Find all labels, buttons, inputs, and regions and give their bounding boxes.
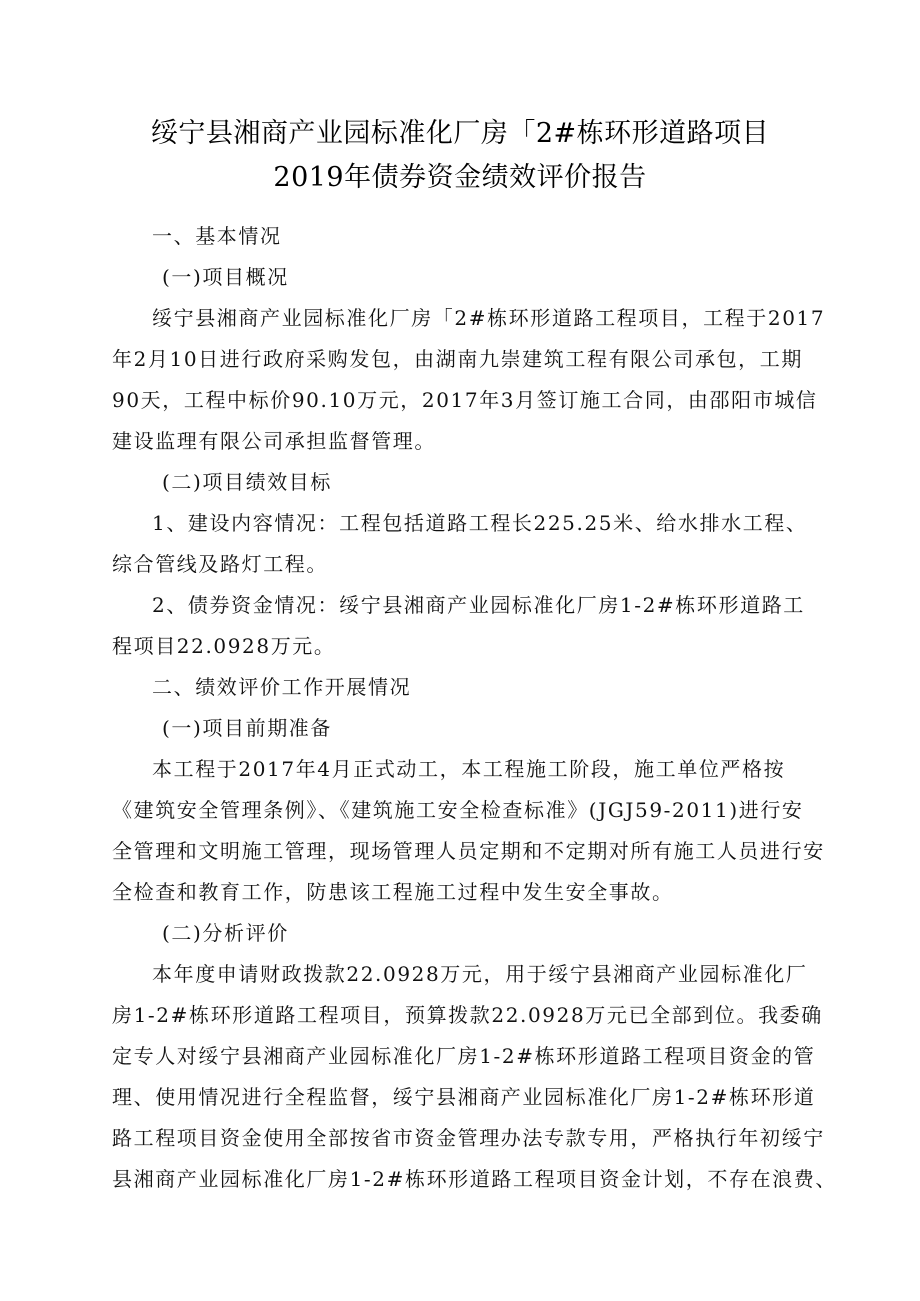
title-line-1: 绥宁县湘商产业园标准化厂房「2#栋环形道路项目 [150, 118, 770, 149]
paragraph-line: 2、债券资金情况：绥宁县湘商产业园标准化厂房1-2#栋环形道路工 [152, 593, 805, 617]
paragraph-line: 县湘商产业园标准化厂房1-2#栋环形道路工程项目资金计划，不存在浪费、 [112, 1167, 837, 1191]
paragraph-line: 程项目22.0928万元。 [112, 634, 336, 658]
subsection-heading-project-overview: (一)项目概况 [162, 265, 289, 289]
paragraph-bond-funds [112, 585, 824, 667]
paragraph-line: 定专人对绥宁县湘商产业园标准化厂房1-2#栋环形道路工程项目资金的管 [112, 1044, 816, 1068]
paragraph-line: 路工程项目资金使用全部按省市资金管理办法专款专用，严格执行年初绥宁 [112, 1126, 825, 1150]
title-line-2: 2019年债券资金绩效评价报告 [273, 162, 647, 193]
subsection-heading-preparation: (一)项目前期准备 [162, 716, 333, 740]
subsection-heading-performance-goals: (二)项目绩效目标 [162, 470, 333, 494]
subsection-heading-analysis: (二)分析评价 [162, 921, 289, 945]
paragraph-analysis [112, 954, 837, 1200]
paragraph-preparation [112, 749, 824, 913]
report-title [0, 112, 920, 200]
paragraph-line: 理、使用情况进行全程监督，绥宁县湘商产业园标准化厂房1-2#栋环形道 [112, 1085, 816, 1109]
paragraph-line: 建设监理有限公司承担监督管理。 [112, 429, 436, 453]
paragraph-project-overview [112, 298, 824, 462]
paragraph-line: 年2月10日进行政府采购发包，由湖南九崇建筑工程有限公司承包，工期 [112, 347, 803, 371]
paragraph-line: 绥宁县湘商产业园标准化厂房「2#栋环形道路工程项目，工程于2017 [152, 306, 826, 330]
paragraph-line: 综合管线及路灯工程。 [112, 552, 328, 576]
paragraph-line: 全管理和文明施工管理，现场管理人员定期和不定期对所有施工人员进行安 [112, 839, 825, 863]
report-body [112, 216, 837, 1200]
paragraph-line: 90天，工程中标价90.10万元，2017年3月签订施工合同，由邵阳市城信 [112, 388, 818, 412]
paragraph-line: 1、建设内容情况：工程包括道路工程长225.25米、给水排水工程、 [152, 511, 808, 535]
paragraph-line: 本年度申请财政拨款22.0928万元，用于绥宁县湘商产业园标准化厂 [152, 962, 808, 986]
paragraph-line: 本工程于2017年4月正式动工，本工程施工阶段，施工单位严格按 [152, 757, 786, 781]
paragraph-line: 全检查和教育工作，防患该工程施工过程中发生安全事故。 [112, 880, 674, 904]
section-heading-evaluation-work: 二、绩效评价工作开展情况 [152, 675, 412, 699]
paragraph-line: 《建筑安全管理条例》、《建筑施工安全检查标准》(JGJ59-2011)进行安 [112, 798, 804, 822]
paragraph-construction-content [112, 503, 824, 585]
paragraph-line: 房1-2#栋环形道路工程项目，预算拨款22.0928万元已全部到位。我委确 [112, 1003, 823, 1027]
section-heading-basic-info: 一、基本情况 [152, 224, 282, 248]
